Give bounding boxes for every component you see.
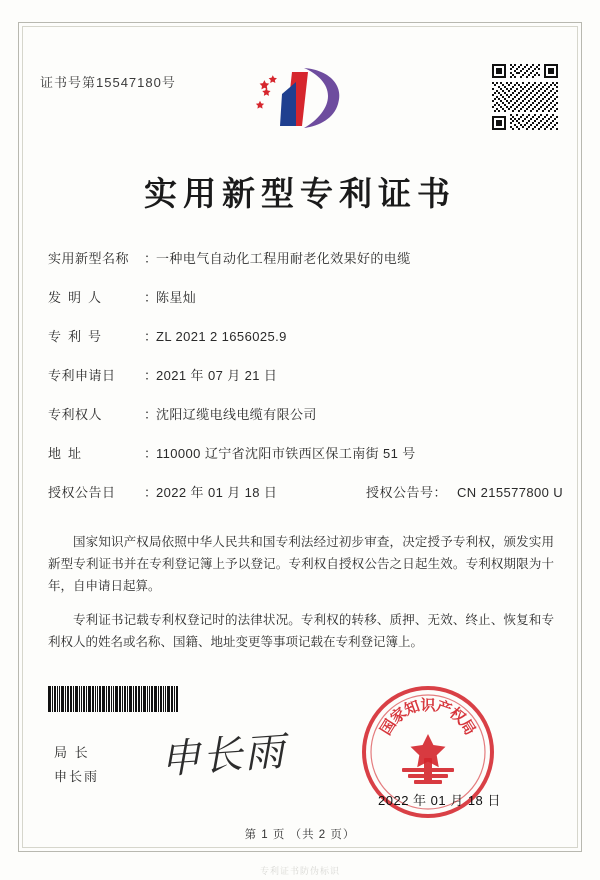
svg-text:局: 局	[456, 717, 478, 739]
field-value: 2022 年 01 月 18 日	[156, 485, 278, 500]
field-value: 110000 辽宁省沈阳市铁西区保工南街 51 号	[156, 446, 416, 461]
field-label: 授权公告日	[48, 485, 116, 500]
cnipa-logo	[252, 64, 348, 138]
certificate-number: 证书号第15547180号	[40, 75, 176, 90]
field-row-application-date	[48, 365, 554, 384]
field-label-secondary: 授权公告号：	[366, 485, 448, 500]
field-value-secondary: CN 215577800 U	[457, 485, 564, 500]
svg-text:权: 权	[446, 705, 468, 728]
page-watermark: 专利证书防伪标识	[259, 866, 340, 876]
qr-code	[492, 64, 558, 130]
field-label: 专利申请日	[48, 368, 116, 383]
field-separator: ：	[144, 485, 158, 500]
director-handwritten-signature: 申长雨	[158, 728, 288, 783]
field-separator: ：	[144, 407, 158, 422]
page-footer: 第 1 页 （共 2 页）	[244, 829, 356, 841]
field-label: 地址	[48, 446, 89, 461]
field-value: 陈星灿	[156, 290, 197, 305]
svg-text:国: 国	[378, 717, 400, 739]
legal-paragraph-1: 国家知识产权局依照中华人民共和国专利法经过初步审查，决定授予专利权，颁发实用新型专利证书并在专利登记簿上予以登记。专利权自授权公告之日起生效。专利权期限为十年，自申请日起算。	[48, 534, 554, 593]
page-title: 实用新型专利证书	[144, 177, 456, 213]
field-value: 一种电气自动化工程用耐老化效果好的电缆	[156, 251, 411, 266]
field-label: 发明人	[48, 290, 109, 305]
svg-text:识: 识	[420, 698, 436, 714]
field-label: 实用新型名称	[48, 251, 130, 266]
field-row-patentee	[48, 404, 554, 423]
legal-text-block	[48, 518, 554, 655]
field-list	[48, 248, 564, 521]
field-label: 专利权人	[48, 407, 103, 422]
field-value: 2021 年 07 月 21 日	[156, 368, 278, 383]
svg-text:产: 产	[433, 698, 454, 719]
svg-text:知: 知	[402, 698, 423, 719]
field-value: 沈阳辽缆电线电缆有限公司	[156, 407, 317, 422]
director-name: 申长雨	[54, 769, 100, 784]
field-row-invention-name	[48, 248, 554, 267]
legal-paragraph-2: 专利证书记载专利权登记时的法律状况。专利权的转移、质押、无效、终止、恢复和专利权人的姓名或名称、国籍、地址变更等事项记载在专利登记簿上。	[48, 613, 554, 649]
barcode	[48, 686, 208, 712]
field-separator: ：	[144, 251, 158, 266]
field-separator: ：	[144, 290, 158, 305]
field-row-grant-announcement	[48, 482, 564, 501]
field-separator: ：	[144, 368, 158, 383]
svg-text:家: 家	[388, 705, 410, 728]
field-row-patent-number	[48, 326, 554, 345]
field-separator: ：	[144, 446, 158, 461]
seal-date: 2022 年 01 月 18 日	[378, 793, 501, 808]
field-value: ZL 2021 2 1656025.9	[156, 329, 287, 344]
field-row-address	[48, 443, 554, 462]
field-row-inventor	[48, 287, 554, 306]
field-label: 专利号	[48, 329, 109, 344]
field-separator: ：	[144, 329, 158, 344]
director-label: 局 长	[54, 745, 90, 760]
